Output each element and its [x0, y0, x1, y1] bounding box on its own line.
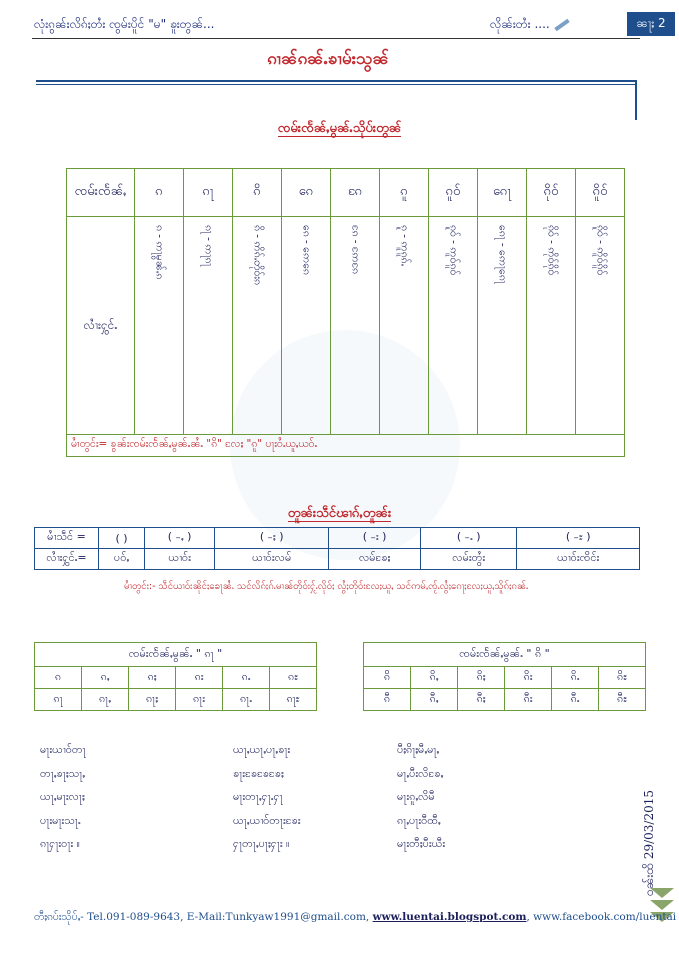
blog-link[interactable]: www.luentai.blogspot.com — [372, 911, 527, 923]
tone-mark: ( -း ) — [329, 528, 421, 549]
vowel-pronunciation: ၵ - ဢႃမွၼ်ႉၵ — [153, 225, 166, 280]
vowel-header: ၵိ — [233, 169, 282, 217]
side-date: ဝၼ်းထိ 29/03/2015 — [642, 790, 656, 896]
vowel-header: ၵိူဝ် — [576, 169, 625, 217]
word-line: ၵႃႇပႃးဝီထီႇ — [397, 813, 441, 827]
footer-contact: တီႈၵပ်းသိုပ်ႇ- Tel.091-089-9643, E-Mail:Tunkyaw1991@gmail.com, — [34, 911, 370, 923]
syllable-cell: ၵႈ — [129, 667, 176, 689]
section1-heading: ၸမ်းၸႅၼ်ႇမွၼ်ႉသိုပ်းတွၼ် — [277, 121, 402, 136]
word-line: ပႃးမႃးသႃႉ — [40, 813, 81, 827]
tone-name: ယၢဝ်းလမ် — [215, 549, 329, 570]
pencil-icon — [554, 18, 569, 30]
tone-mark: ( ) — [99, 528, 145, 549]
syllable-cell: ၵီႇ — [411, 689, 458, 711]
header-divider — [32, 38, 640, 39]
vowel-header: ၵိုဝ် — [527, 169, 576, 217]
word-line: ယႃႇယႃႇပႃႇၶႃး — [233, 743, 291, 756]
syllable-cell: ၵႇ — [82, 667, 129, 689]
word-line: မႃးတီႈပီးယီး — [397, 837, 446, 850]
vowel-aa-caption: ၸမ်းၸႅၼ်ႇမွၼ်ႉ " ၵႃ " — [35, 643, 317, 667]
word-line: ၶႃးၶႄၶႄၶႄႈ — [233, 766, 284, 780]
word-line: တႃႇၶႃႈသႃႇ — [40, 766, 86, 780]
syllable-cell: ၵိႈ — [458, 667, 505, 689]
vowel-pronunciation: ၵေ - ဢေၵေ — [300, 225, 313, 275]
syllable-cell: ၵီႉ — [552, 689, 599, 711]
syllable-cell: ၵိႉ — [552, 667, 599, 689]
vowel-header: ၵေႃ — [478, 169, 527, 217]
syllable-cell: ၵး — [176, 667, 223, 689]
syllable-cell: ၵီႈ — [458, 689, 505, 711]
tone-name: လမ်ၶႄႈ — [329, 549, 421, 570]
syllable-cell: ၵႃႈ — [129, 689, 176, 711]
word-line: မႃးတႃႇႁႃႉႁႃ — [233, 790, 283, 803]
title-rule-thin — [36, 84, 636, 85]
word-column-3 — [397, 738, 445, 856]
word-line: ႁႃတႃႇပႃႈႁႃး ။ — [233, 837, 290, 850]
vowel-header: ၵႃ — [184, 169, 233, 217]
vowel-pronunciation: ၵူ - ဢူၵူၵ်ႉ — [398, 225, 411, 267]
syllable-cell: ၵိ — [364, 667, 411, 689]
syllable-cell: ၵႉ — [223, 667, 270, 689]
tone-name: ယၢဝ်းၸိင်း — [517, 549, 640, 570]
chevron-down-icon — [650, 888, 674, 898]
vowel-header: ၵူဝ် — [429, 169, 478, 217]
syllable-cell: ၵ — [35, 667, 82, 689]
vowel-pronunciation: ၵိူဝ် - ဢိူဝ်ၵိူဝ် — [594, 225, 607, 276]
vowel-i-caption: ၸမ်းၸႅၼ်ႇမွၼ်ႉ " ၵိ " — [364, 643, 646, 667]
word-column-2 — [233, 738, 301, 856]
page-number-badge: ၼႃႈ 2 — [627, 12, 675, 36]
title-side-bar — [635, 80, 637, 120]
syllable-cell: ၵႃ — [35, 689, 82, 711]
header-left-text: လုံးၵွၼ်းလိၵ်ႈတႆး ၸွမ်းပိူင် "မ" ၶူးတွၼ်... — [34, 17, 215, 31]
tone-name: ပဝ်ႇ — [99, 549, 145, 570]
word-column-1 — [40, 738, 86, 856]
syllable-cell: ၵႊ — [270, 667, 317, 689]
vowel-aa-table — [34, 642, 317, 711]
vowel-header: ၵ — [135, 169, 184, 217]
word-line: ယႃႇယၢဝ်တႃးၶႄး — [233, 813, 301, 827]
page-title: ၵၢၼ်ၵၼ်ႉၶၢမ်းသွၼ် — [267, 49, 389, 69]
syllable-cell: ၵႃႊ — [270, 689, 317, 711]
tone-mark: ( -ႇ ) — [145, 528, 215, 549]
vowel-i-table — [363, 642, 646, 711]
chevron-down-icon — [650, 900, 674, 910]
tone-mark: ( -ႈ ) — [215, 528, 329, 549]
vowel-header: ၵေ — [282, 169, 331, 217]
header-right-text: လိုၼ်းတႆး .... — [490, 16, 570, 34]
tone-table — [34, 527, 640, 570]
title-rule — [36, 80, 636, 82]
syllable-cell: ၵိး — [505, 667, 552, 689]
syllable-cell: ၵႃး — [176, 689, 223, 711]
tone-mark: ( -ႉ ) — [421, 528, 517, 549]
word-line: ၵႃႁႃးဝႃး ။ — [40, 837, 80, 850]
vowel-table — [66, 168, 625, 457]
vowel-row-label: လၢႆးႁွင်ႉ — [67, 217, 135, 435]
vowel-pronunciation: ၵႄ - ဢႄၵႄ — [349, 225, 362, 274]
tone-mark: ( -ႊ ) — [517, 528, 640, 549]
syllable-cell: ၵႃႇ — [82, 689, 129, 711]
syllable-cell: ၵႃႉ — [223, 689, 270, 711]
tone-name: လမ်းတွႆး — [421, 549, 517, 570]
word-line: မႃႇပီးလိၶႄႇ — [397, 766, 444, 780]
word-line: ပီႈၵိႃႈမီႇမႃႇ — [397, 743, 440, 756]
word-line: ယႃႇမႃးလႃႈ — [40, 790, 85, 803]
tone-name: ယၢဝ်း — [145, 549, 215, 570]
footer — [34, 911, 676, 926]
vowel-table-corner: ၸမ်းၸႅၼ်ႇ — [67, 169, 135, 217]
vowel-header: ၵူ — [380, 169, 429, 217]
tone-name-label: လၢႆးႁွင်ႉ= — [35, 549, 99, 570]
facebook-link[interactable]: , www.facebook.com/luentai — [526, 911, 677, 923]
vowel-pronunciation: ၵူဝ် - ဢူဝ်ၵူဝ် — [447, 225, 460, 276]
syllable-cell: ၵီႊ — [599, 689, 646, 711]
vowel-pronunciation: ၵႃ - ဢႃၵႃ — [202, 225, 215, 267]
word-line: မႃးယၢဝ်တႃ — [40, 743, 86, 756]
syllable-cell: ၵိႇ — [411, 667, 458, 689]
vowel-header: ၵႄ — [331, 169, 380, 217]
syllable-cell: ၵိႊ — [599, 667, 646, 689]
section2-heading: တူၼ်းသဵင်ၽၢၵ်ႇတူၼ်း — [287, 506, 392, 521]
vowel-pronunciation: ၵိုဝ် - ဢိုဝ်ၵိုဝ် — [545, 225, 558, 276]
vowel-table-note: မၢႆတွင်း= ၶွၼ်းၸမ်းၸႅၼ်ႇမွၼ်ႉၼႆႉ "ၵိ" လႄႈ "ၵူ" ပႃးဝႆႉယူႇယဝ်ႉ — [67, 435, 625, 457]
word-line: မႃးၵူႇလိမီ — [397, 790, 435, 803]
vowel-pronunciation: ၵိ - ဢိၵ်ႉတိုဝ်းၵ — [251, 225, 264, 285]
tone-mark-label: မၢႆသဵင် = — [35, 528, 99, 549]
syllable-cell: ၵီ — [364, 689, 411, 711]
tone-note: မၢႆတွင်း:- သဵင်ယၢဝ်းၼိုင်ႈၶေႃၼႆႉ သင်လိၵ်ႈၵ်ႉမၢၼ်တိုဝ်းႁႂ်ႉလိုဝ်ႈ လွႆႈတိုဝ်းလႄႈယူႇ သင်ဢမ်ႇၸႂ်ႉလွႆႈၵေႃႈလႄႈယူႇသိူၵ်ႈၵၼ်ႉ — [124, 581, 529, 592]
syllable-cell: ၵီး — [505, 689, 552, 711]
vowel-pronunciation: ၵေႃ - ဢေႃၵေႃ — [496, 225, 509, 284]
